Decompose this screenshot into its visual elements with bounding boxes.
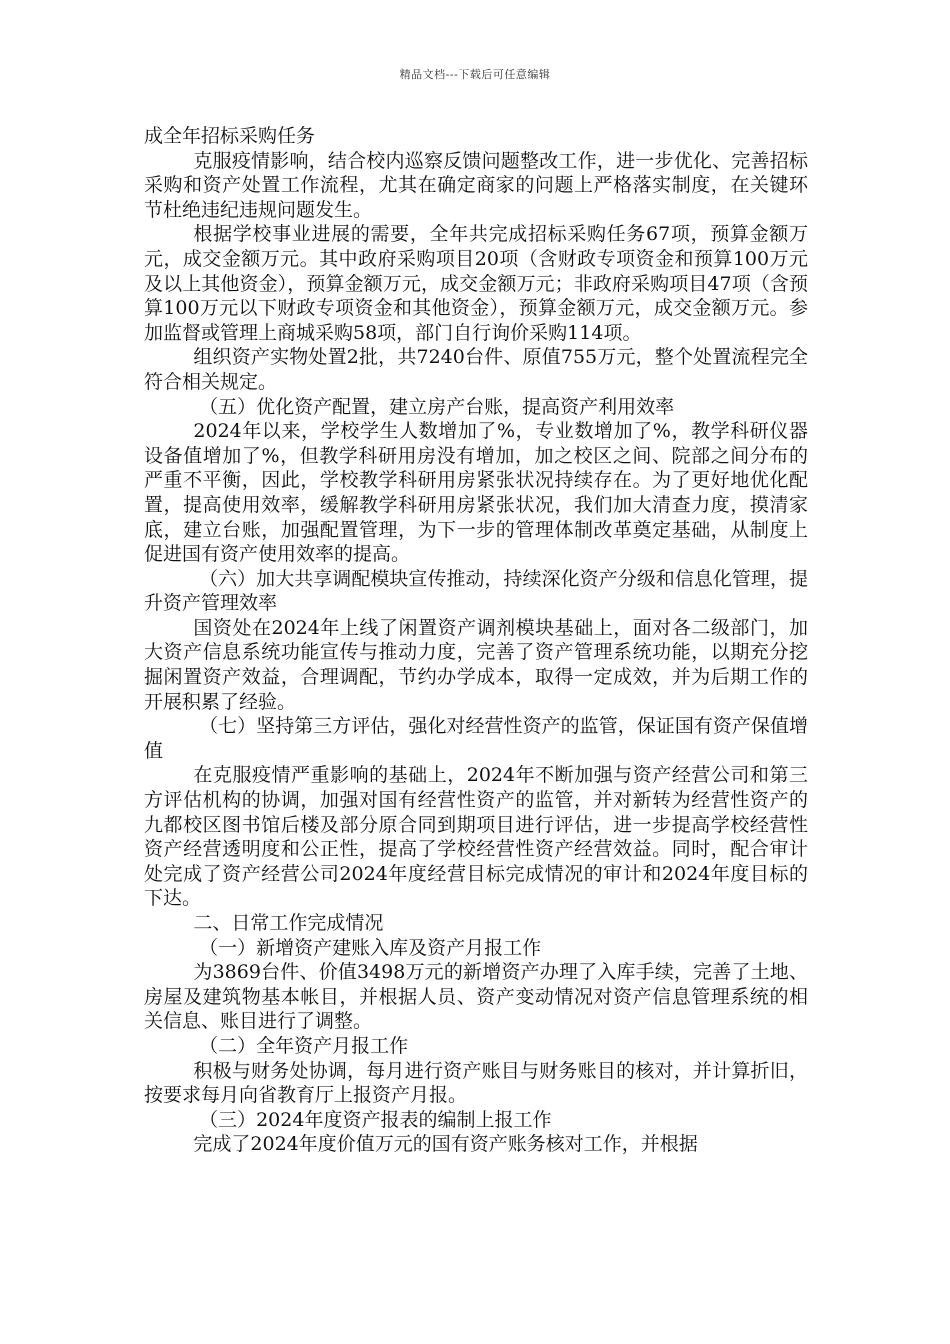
section-heading: （五）优化资产配置，建立房产台账，提高资产利用效率 — [199, 395, 675, 418]
paragraph: 2024年以来，学校学生人数增加了%，专业数增加了%，教学科研仪器设备值增加了%，但教学科研用房没有增加，加之校区之间、院部之间分布的严重不平衡，因此，学校教学科研用房紧张状况持续存在。为了更好地优化配置，提高使用效率，缓解教学科研用房紧张状况，我们加大清查力度，摸清家底，建立台账，加强配置管理，为下一步的管理体制改革奠定基础，从制度上促进国有资产使用效率的提高。 — [144, 420, 808, 566]
section-heading: （三）2024年度资产报表的编制上报工作 — [199, 1108, 552, 1131]
paragraph: 在克服疫情严重影响的基础上，2024年不断加强与资产经营公司和第三方评估机构的协调，加强对国有经营性资产的监管，并对新转为经营性资产的九都校区图书馆后楼及部分原合同到期项目进行评估，进一步提高学校经营性资产经营透明度和公正性，提高了学校经营性资产经营效益。同时，配合审计处完成了资产经营公司2024年度经营目标完成情况的审计和2024年度目标的下达。 — [144, 764, 808, 910]
paragraph: 国资处在2024年上线了闲置资产调剂模块基础上，面对各二级部门，加大资产信息系统功能宣传与推动力度，完善了资产管理系统功能，以期充分挖掘闲置资产效益，合理调配，节约办学成本，取得一定成效，并为后期工作的开展积累了经验。 — [144, 616, 808, 713]
section-heading: （一）新增资产建账入库及资产月报工作 — [199, 936, 542, 959]
paragraph: 积极与财务处协调，每月进行资产账目与财务账目的核对，并计算折旧，按要求每月向省教育厅上报资产月报。 — [144, 1059, 808, 1107]
paragraph: 完成了2024年度价值万元的国有资产账务核对工作，并根据 — [193, 1133, 698, 1156]
paragraph: 为3869台件、价值3498万元的新增资产办理了入库手续，完善了土地、房屋及建筑物基本帐目，并根据人员、资产变动情况对资产信息管理系统的相关信息、账目进行了调整。 — [144, 961, 808, 1033]
document-body — [144, 124, 808, 1157]
section-heading: （二）全年资产月报工作 — [199, 1034, 409, 1057]
chapter-heading: 二、日常工作完成情况 — [193, 912, 384, 934]
section-heading: （七）坚持第三方评估，强化对经营性资产的监管，保证国有资产保值增值 — [144, 715, 808, 762]
page-header: 精品文档---下载后可任意编辑 — [399, 68, 551, 81]
paragraph: 克服疫情影响，结合校内巡察反馈问题整改工作，进一步优化、完善招标采购和资产处置工作流程，尤其在确定商家的问题上严格落实制度，在关键环节杜绝违纪违规问题发生。 — [144, 149, 808, 221]
paragraph: 成全年招标采购任务 — [144, 125, 316, 147]
section-heading: （六）加大共享调配模块宣传推动，持续深化资产分级和信息化管理，提升资产管理效率 — [144, 567, 808, 615]
paragraph: 组织资产实物处置2批，共7240台件、原值755万元，整个处置流程完全符合相关规定。 — [144, 346, 808, 393]
paragraph: 根据学校事业进展的需要，全年共完成招标采购任务67项，预算金额万元，成交金额万元。其中政府采购项目20项（含财政专项资金和预算100万元及以上其他资金），预算金额万元，成交金额万元；非政府采购项目47项（含预算100万元以下财政专项资金和其他资金），预算金额万元，成交金额万元。参加监督或管理上商城采购58项，部门自行询价采购114项。 — [144, 223, 808, 344]
